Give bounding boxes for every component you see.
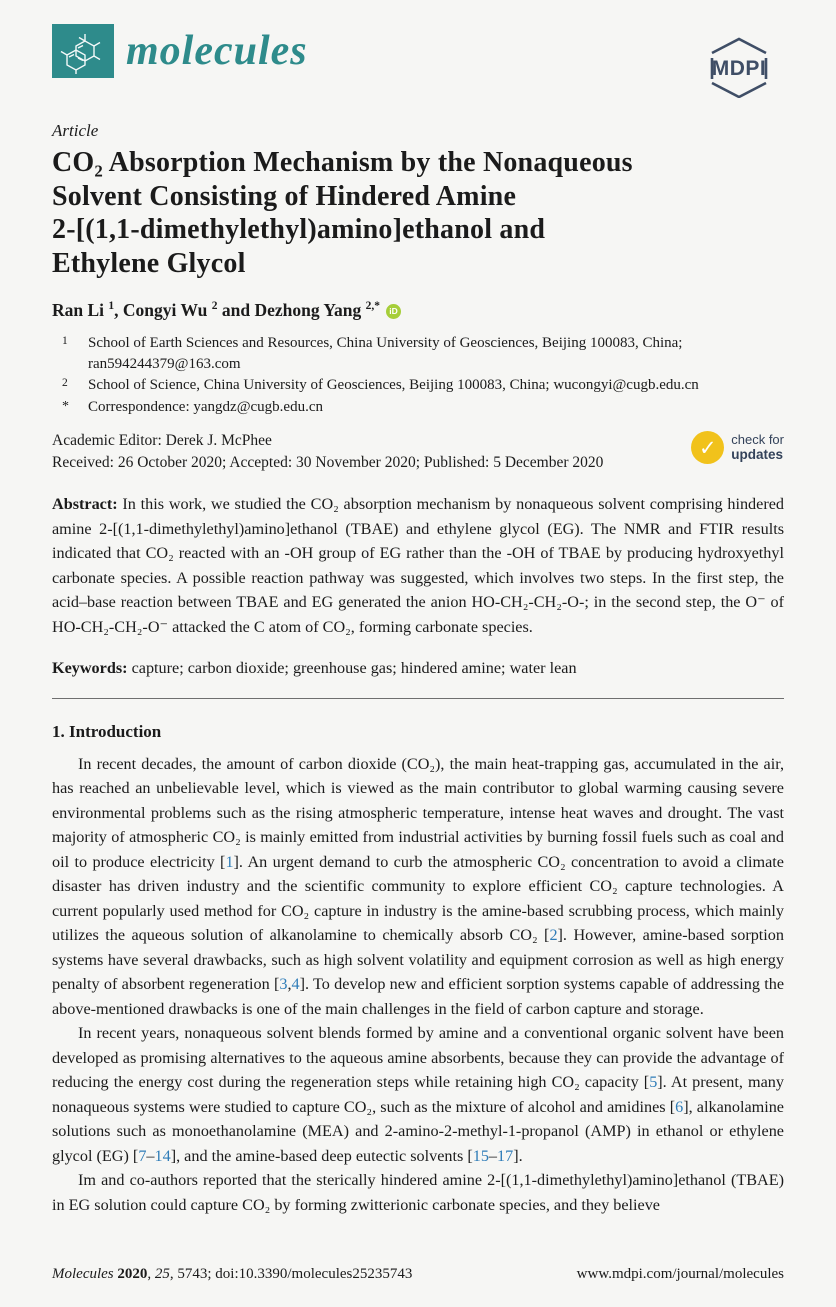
text-segment: ]. An urgent demand to curb the atmospheric CO₂ concentration to avoid a climate disaster has driven industry and the scientific community to explore efficient CO₂ capture technologies. A current popularly used method for CO₂ capture in industry is the amine-based scrubbing process, which mainly utilizes the aqueous solution of alkanolamine to chemically absorb CO₂ [ [52,852,784,944]
journal-brand[interactable] [52,24,308,78]
citation-link[interactable]: 14 [154,1146,171,1165]
text-segment: and Dezhong Yang [217,300,366,320]
academic-editor-line: Academic Editor: Derek J. McPhee [52,432,272,449]
svg-text:MDPI: MDPI [711,57,767,80]
text-segment: Keywords: [52,659,132,677]
text-segment: , 5743; doi:10.3390/molecules25235743 [169,1266,413,1282]
molecules-logo-icon [52,24,114,78]
text-segment: 2020 [117,1266,148,1282]
text-segment: , [287,975,292,993]
text-segment: In recent years, nonaqueous solvent blends formed by amine and a conventional organic solvent have been developed as promising alternatives to the aqueous amine absorbents, because they can provide the advantage of reducing the energy cost during the regeneration steps while retaining high CO₂ capacity [ [52,1024,784,1091]
badge-label-line2: updates [731,446,784,462]
article-type-label: Article [52,121,99,140]
editorial-info [52,430,784,474]
affiliation-text: School of Science, China University of Geosciences, Beijing 100083, China; wucongyi@cugb.edu.cn [88,377,699,393]
affiliations-list [52,333,784,417]
citation-link[interactable]: 7 [138,1146,147,1165]
text-segment: Im and co-authors reported that the sterically hindered amine 2-[(1,1-dimethylethyl)amino]ethanol (TBAE) in EG solution could capture CO₂ by forming zwitterionic carbonate species, and they believe [52,1171,784,1214]
text-segment: – [146,1146,155,1165]
introduction-text [52,752,784,1218]
mdpi-logo[interactable] [696,32,782,103]
affiliation-marker: 2 [62,377,68,389]
dates-line: Received: 26 October 2020; Accepted: 30 November 2020; Published: 5 December 2020 [52,454,604,471]
text-segment: ]. To develop new and efficient sorption systems capable of addressing the above-mentioned drawbacks is one of the main challenges in the field of carbon capture and storage. [52,975,784,1018]
journal-url[interactable]: www.mdpi.com/journal/molecules [576,1266,784,1282]
text-segment: Abstract: [52,495,123,513]
journal-name: molecules [126,28,308,74]
orcid-icon[interactable]: iD [386,304,401,319]
text-segment: ]. However, amine-based sorption systems have several drawbacks, such as high solvent volatility and equipment corrosion as well as high energy penalty of absorbent regeneration [ [52,926,784,993]
text-segment: ]. [513,1146,523,1165]
text-segment: – [488,1146,498,1165]
badge-label-line1: check for [731,432,784,447]
text-segment: In recent decades, the amount of carbon dioxide (CO₂), the main heat-trapping gas, accumulated in the air, has reached an unbelievable level, which is viewed as the main contributor to global warming causing severe environmental problems such as the rising atmospheric temperature, intense heat waves and drought. The vast majority of atmospheric CO₂ is mainly emitted from industrial activities by burning fossil fuels such as coal and oil to produce electricity [ [52,754,784,871]
section-divider [52,698,784,699]
page-footer [52,1266,784,1283]
title-line: CO₂ Absorption Mechanism by the Nonaqueous [52,147,633,178]
text-segment: 25 [154,1266,170,1282]
mdpi-hexagon-icon [696,32,782,98]
abstract-paragraph [52,492,784,639]
paragraph [52,752,784,1022]
authors-line [52,300,784,321]
affiliation-item [52,375,784,396]
citation-info [52,1266,412,1283]
text-segment: In this work, we studied the CO₂ absorption mechanism by nonaqueous solvent comprising hindered amine 2-[(1,1-dimethylethyl)amino]ethanol (TBAE) and ethylene glycol (EG). The NMR and FTIR results indicated that CO₂ reacted with an -OH group of EG rather than the -OH of TBAE by producing hydroxyethyl carbonate species. A possible reaction pathway was suggested, which involves two steps. In the first step, the acid–base reaction between TBAE and EG generated the anion HO-CH₂-CH₂-O-; in the second step, the O⁻ of HO-CH₂-CH₂-O⁻ attacked the C atom of CO₂, forming carbonate species. [52,495,784,636]
affiliation-text: School of Earth Sciences and Resources, China University of Geosciences, Beijing 100083, China; ran594244379@163.com [88,335,683,372]
title-line: 2-[(1,1-dimethylethyl)amino]ethanol and [52,214,546,245]
affiliation-item [52,397,784,418]
check-for-updates-badge[interactable] [691,431,784,464]
section-heading-introduction: 1. Introduction [52,721,162,741]
badge-label [731,433,784,462]
text-segment: ], and the amine-based deep eutectic solvents [ [170,1146,473,1165]
text-segment: 2,* [365,300,381,313]
citation-link[interactable]: 17 [497,1146,514,1165]
text-segment: , Congyi Wu [114,300,212,320]
text-segment: Ran Li [52,300,109,320]
article-title [52,146,784,280]
author-names [52,300,380,320]
text-segment: ]. At present, many nonaqueous systems were studied to capture CO₂, such as the mixture of alcohol and amidines [ [52,1073,784,1116]
text-segment: ], alkanolamine solutions such as monoethanolamine (MEA) and 2-amino-2-methyl-1-propanol (AMP) in ethanol or ethylene glycol (EG) [ [52,1097,784,1165]
citation-link[interactable]: 5 [649,1073,658,1091]
text-segment: Molecules [52,1266,118,1282]
citation-link[interactable]: 15 [472,1146,489,1165]
page-header [52,24,784,103]
molecule-structure-icon [56,27,110,75]
correspondence-text: Correspondence: yangdz@cugb.edu.cn [88,398,323,415]
keywords-line [52,656,784,681]
text-segment: 1 [108,300,115,313]
text-segment: capture; carbon dioxide; greenhouse gas; hindered amine; water lean [131,659,577,677]
affiliation-item [52,333,784,374]
text-segment: , [147,1266,155,1282]
title-line: Solvent Consisting of Hindered Amine [52,180,517,212]
paragraph [52,1168,784,1217]
checkmark-icon: ✓ [691,431,724,464]
citation-link[interactable]: 1 [225,852,234,871]
text-segment: 2 [211,300,218,313]
citation-link[interactable]: 6 [675,1097,684,1116]
citation-link[interactable]: 2 [549,926,558,944]
citation-link[interactable]: 3 [279,975,288,993]
citation-link[interactable]: 4 [291,975,300,993]
correspondence-marker: * [62,398,69,414]
title-line: Ethylene Glycol [52,247,246,279]
paragraph [52,1021,784,1168]
affiliation-marker: 1 [62,335,68,347]
